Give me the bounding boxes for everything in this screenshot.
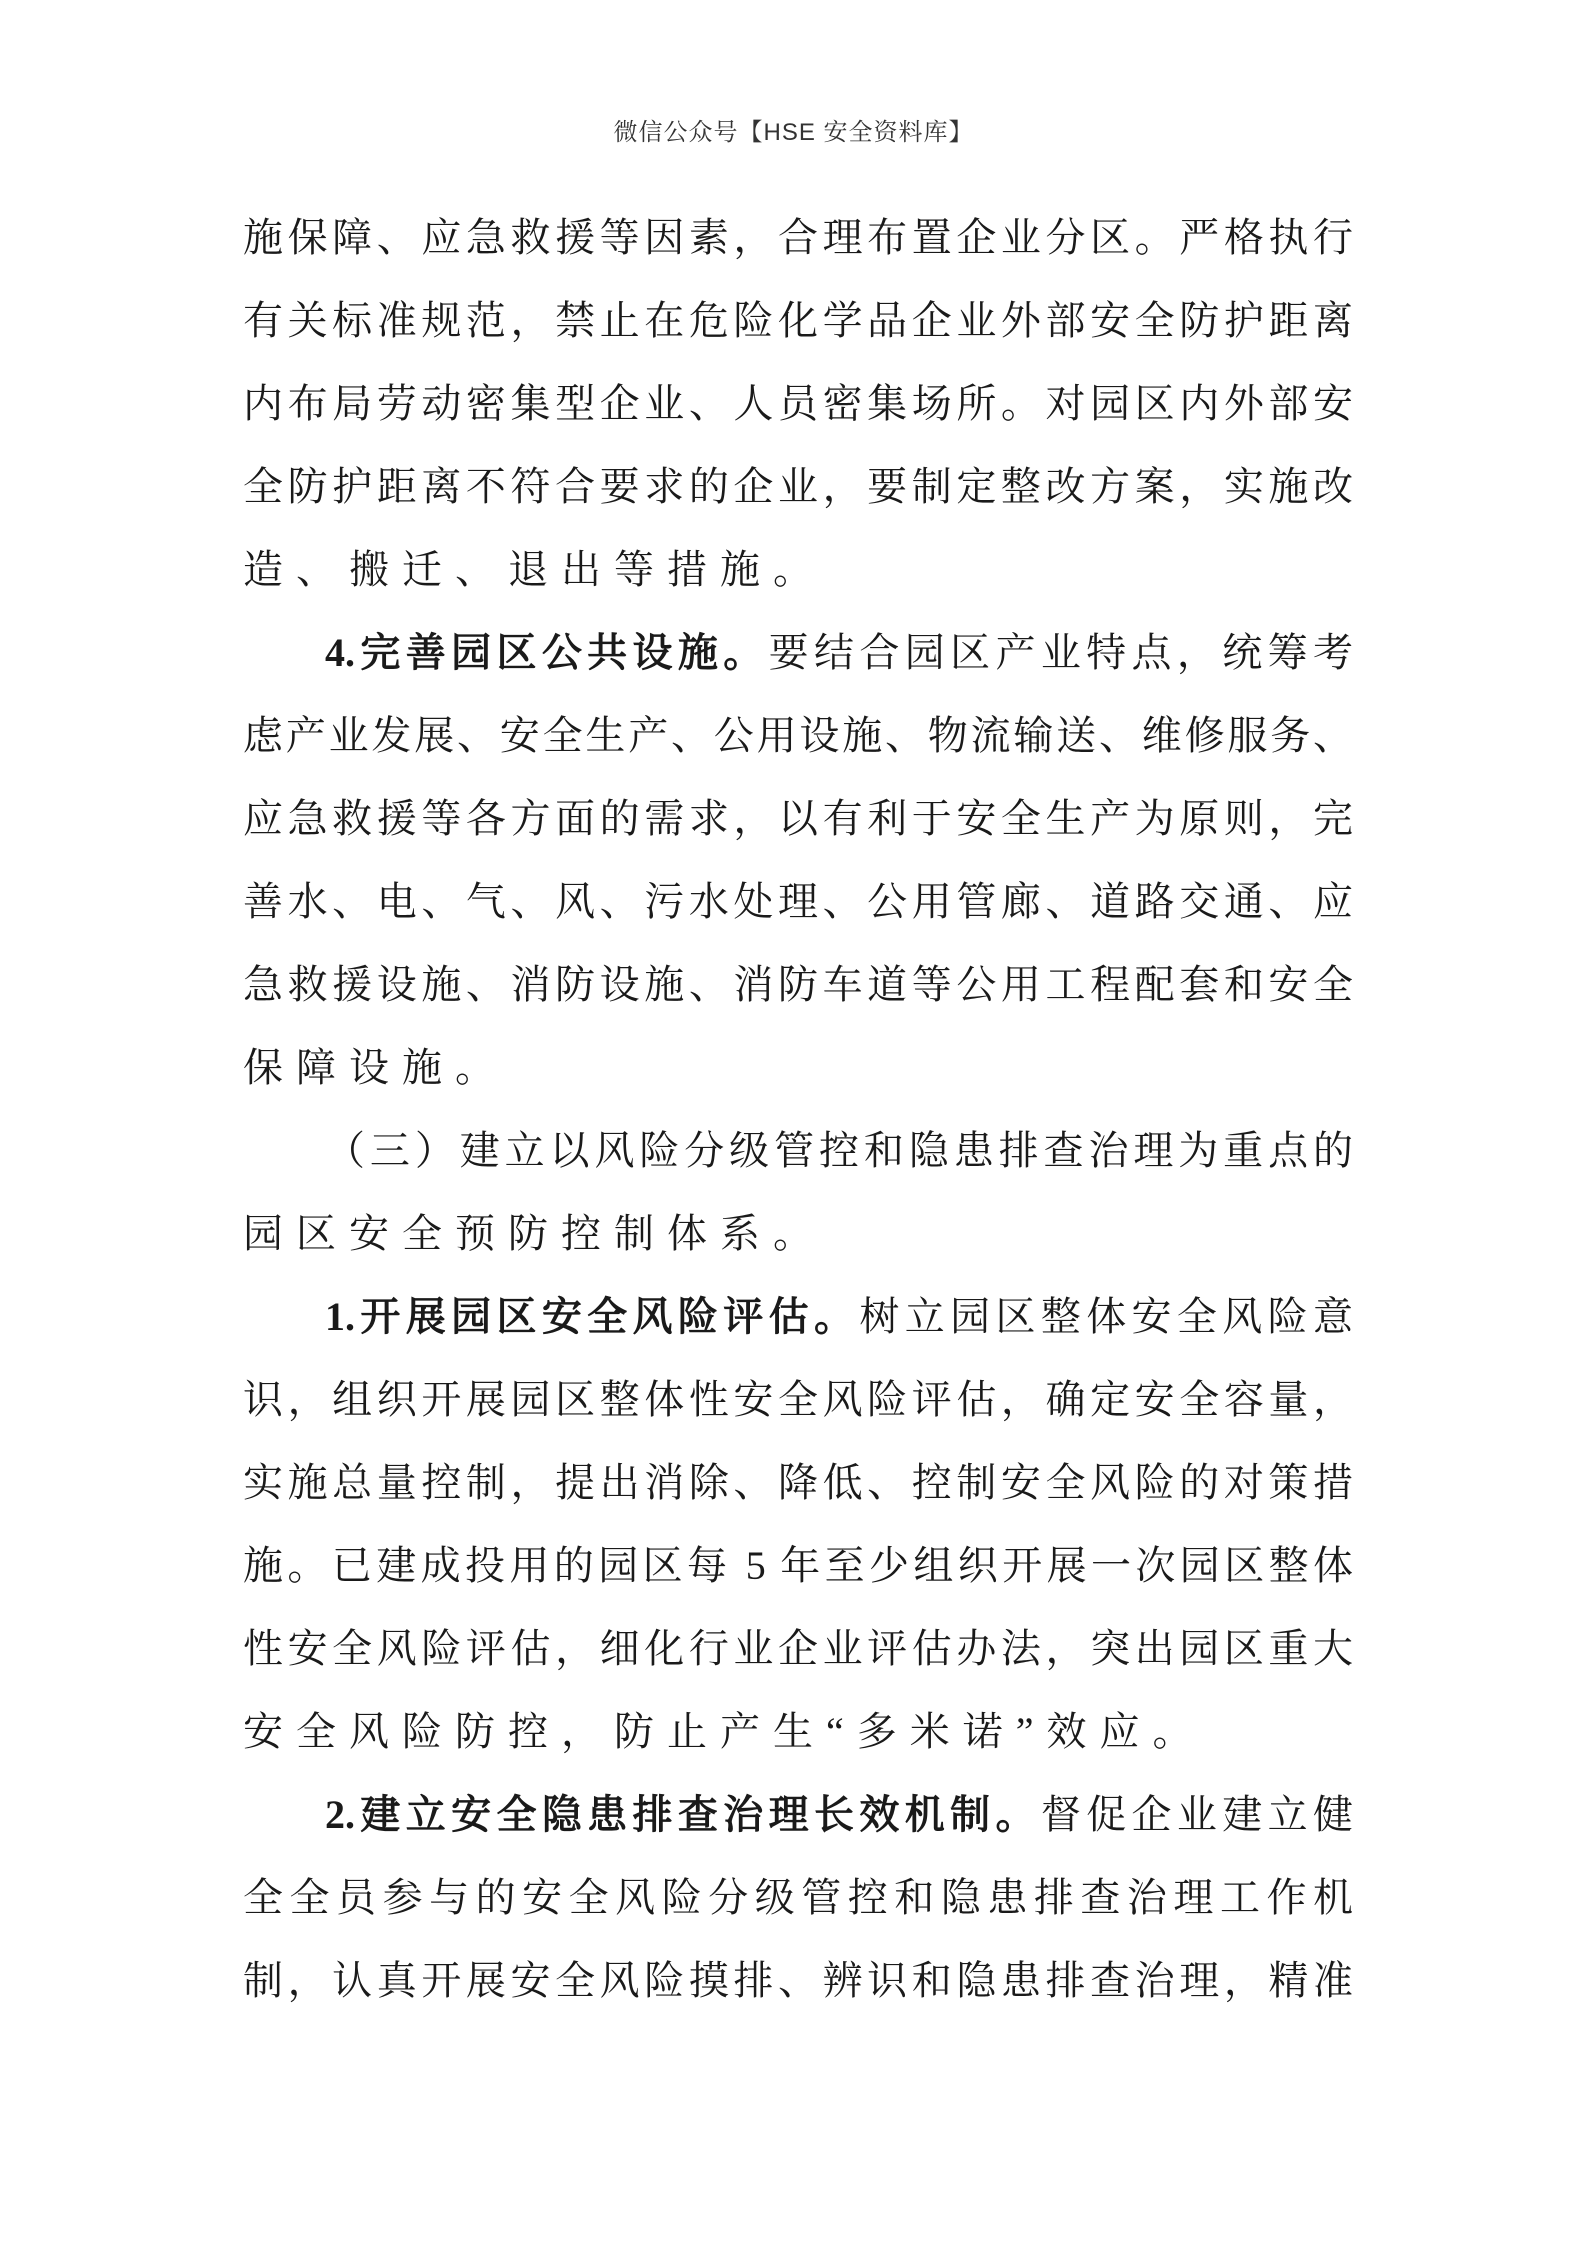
body-line: 保障设施。 [243,1045,508,1090]
body-line: 应急救援等各方面的需求，以有利于安全生产为原则，完 [243,796,1353,841]
paragraph-continuation [243,196,1353,611]
section-heading-line: （三）建立以风险分级管控和隐患排查治理为重点的 [325,1128,1353,1173]
body-line: 安全风险防控，防止产生“多米诺”效应。 [243,1709,1206,1754]
section-heading-3 [243,1109,1353,1275]
body-line: 施。已建成投用的园区每 5 年至少组织开展一次园区整体 [243,1543,1353,1588]
item-heading: 1.开展园区安全风险评估。 [325,1294,860,1339]
body-line: 虑产业发展、安全生产、公用设施、物流输送、维修服务、 [243,713,1353,758]
body-line [243,1773,1353,1856]
body-line: 造、搬迁、退出等措施。 [243,547,826,592]
page-header: 微信公众号【HSE 安全资料库】 [613,119,974,146]
body-line: 内布局劳动密集型企业、人员密集场所。对园区内外部安 [243,381,1353,426]
body-line: 有关标准规范，禁止在危险化学品企业外部安全防护距离 [243,298,1353,343]
line-text: 树立园区整体安全风险意 [859,1294,1354,1339]
line-text: 督促企业建立健 [1040,1792,1354,1837]
body-line: 识，组织开展园区整体性安全风险评估，确定安全容量， [243,1377,1353,1422]
body-line: 急救援设施、消防设施、消防车道等公用工程配套和安全 [243,962,1353,1007]
body-line: 实施总量控制，提出消除、降低、控制安全风险的对策措 [243,1460,1353,1505]
item-heading: 4.完善园区公共设施。 [325,630,769,675]
line-text: 要结合园区产业特点，统筹考 [768,630,1354,675]
body-line [243,1275,1353,1358]
body-line: 制，认真开展安全风险摸排、辨识和隐患排查治理，精准 [243,1958,1353,2003]
body-line: 全防护距离不符合要求的企业，要制定整改方案，实施改 [243,464,1353,509]
document-body [243,196,1353,2022]
body-line: 施保障、应急救援等因素，合理布置企业分区。严格执行 [243,215,1353,260]
paragraph-item-2 [243,1773,1353,2022]
paragraph-item-4 [243,611,1353,1109]
body-line: 善水、电、气、风、污水处理、公用管廊、道路交通、应 [243,879,1353,924]
paragraph-item-1 [243,1275,1353,1773]
body-line [243,611,1353,694]
section-heading-line: 园区安全预防控制体系。 [243,1211,826,1256]
item-heading: 2.建立安全隐患排查治理长效机制。 [325,1792,1041,1837]
body-line: 性安全风险评估，细化行业企业评估办法，突出园区重大 [243,1626,1353,1671]
body-line: 全全员参与的安全风险分级管控和隐患排查治理工作机 [243,1875,1353,1920]
